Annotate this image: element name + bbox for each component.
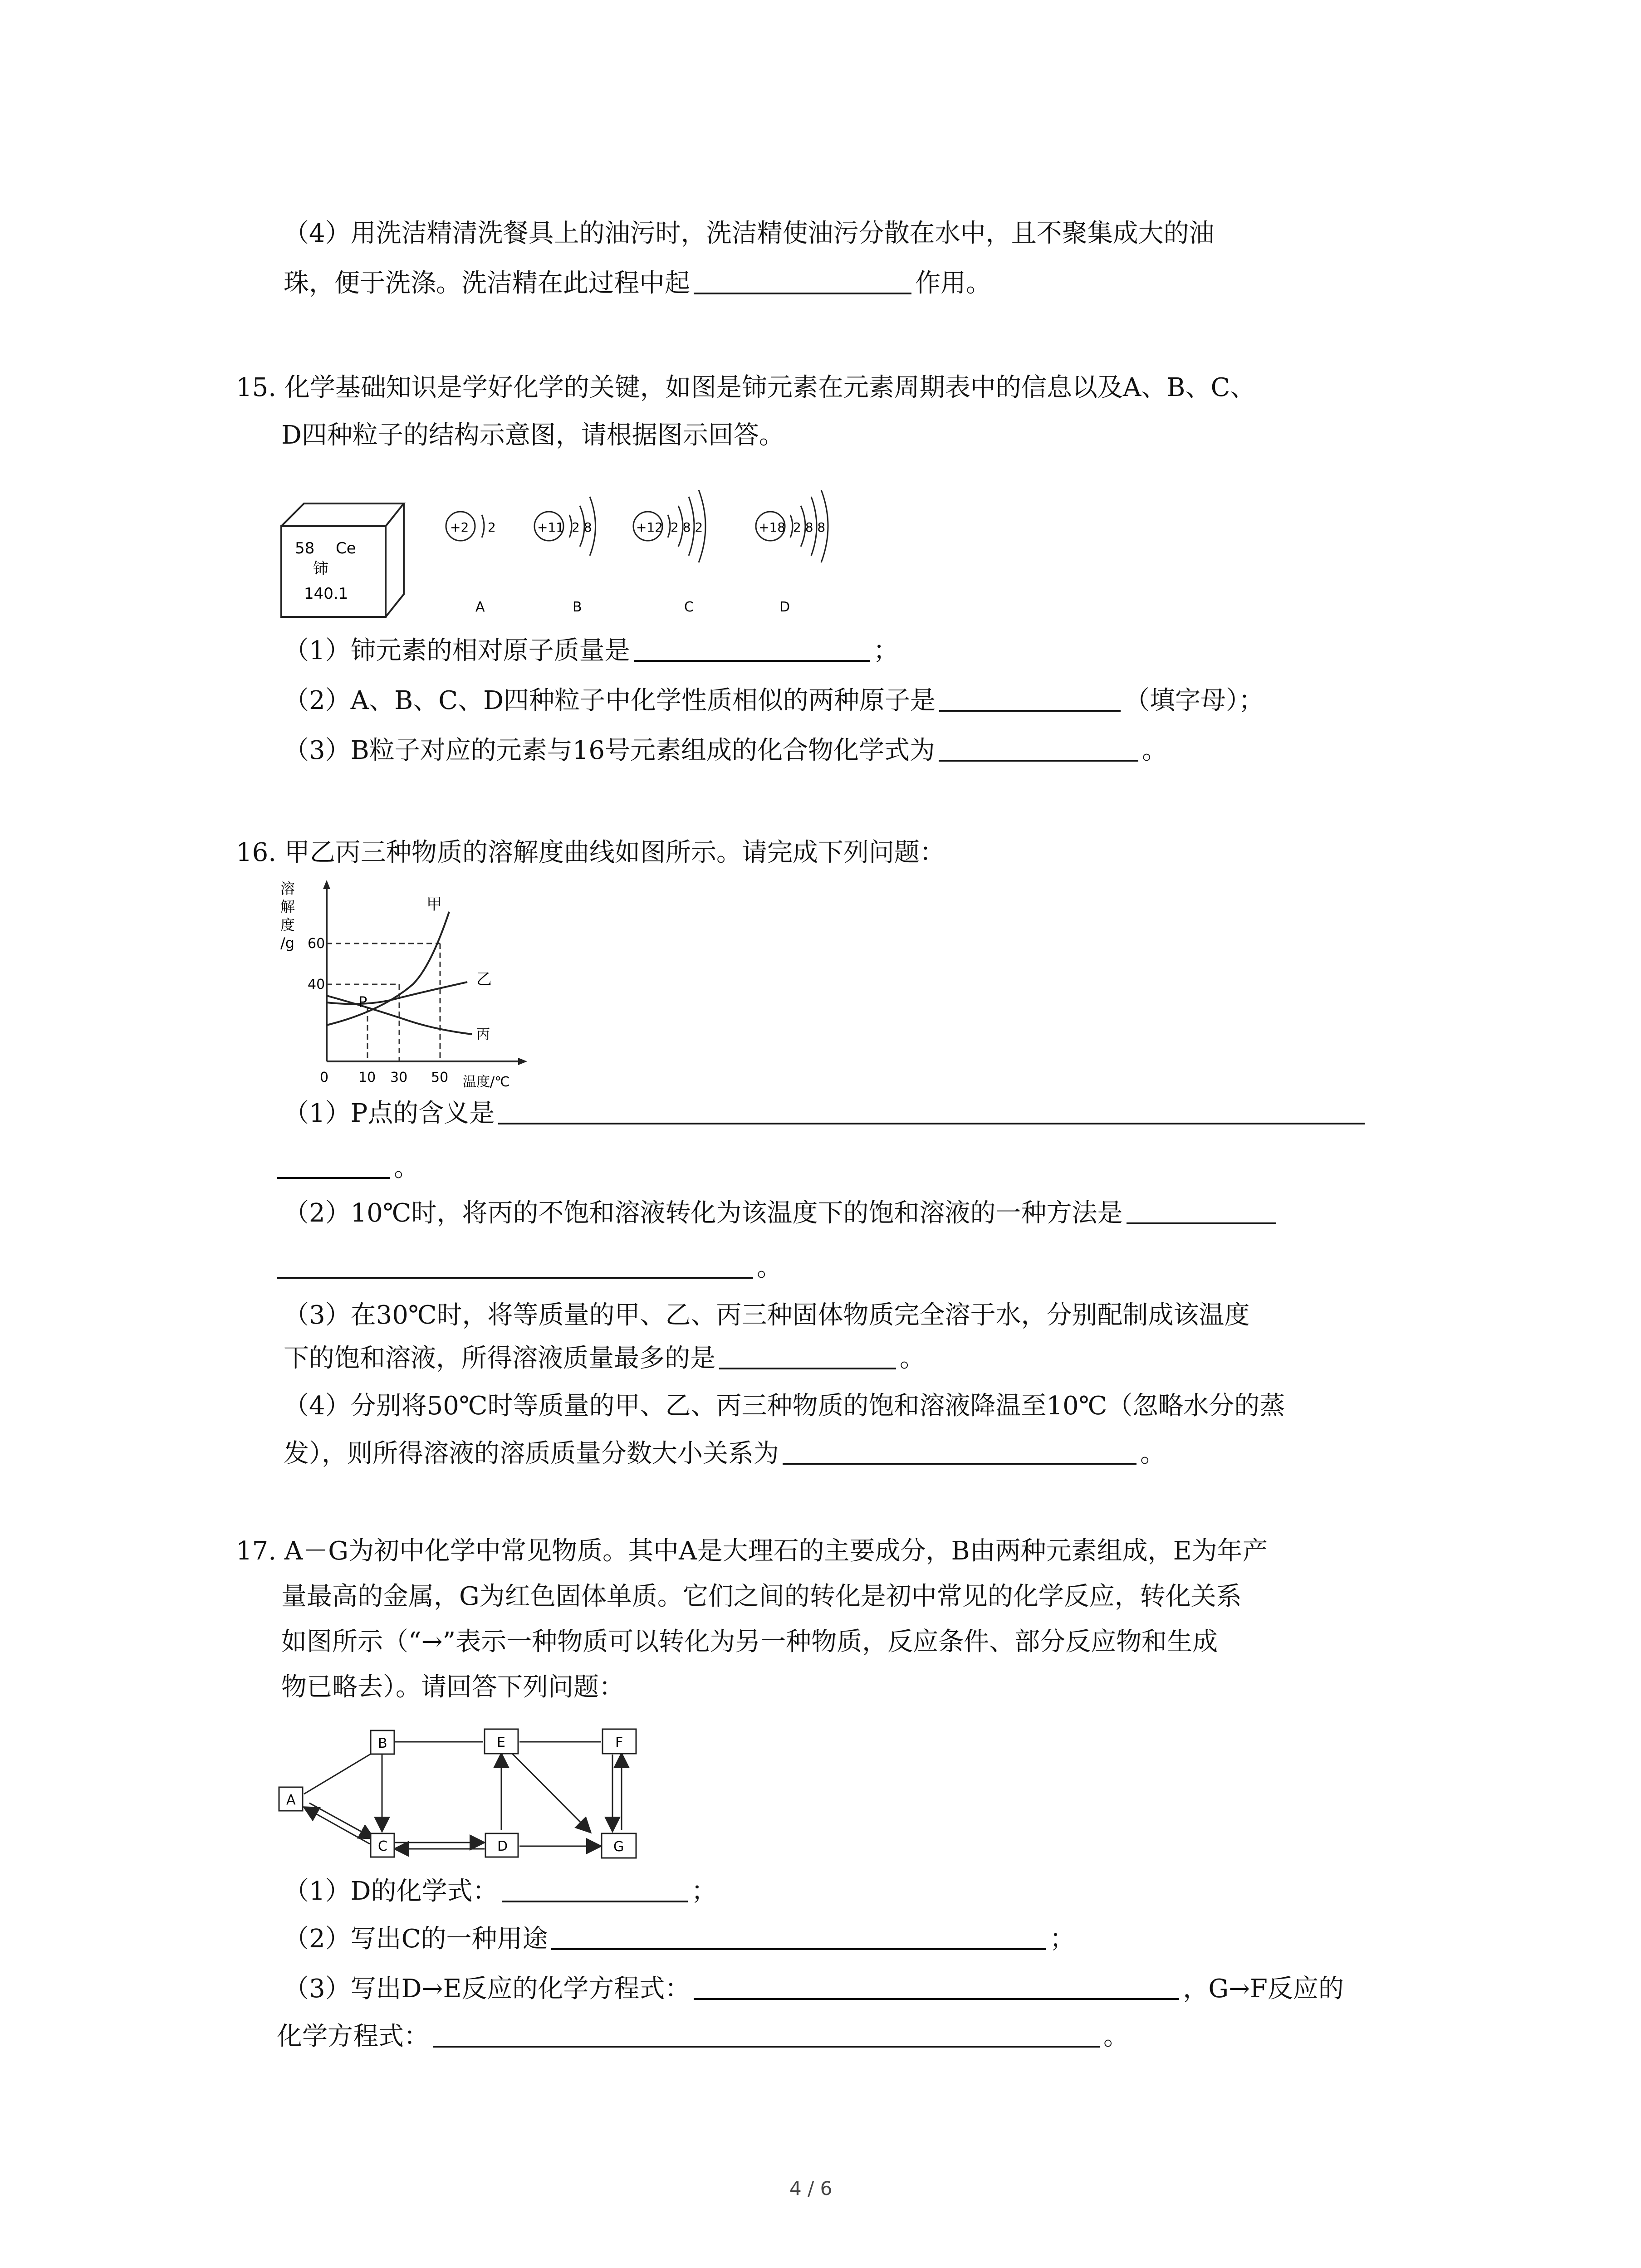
q17-line3: 如图所示（“→”表示一种物质可以转化为另一种物质，反应条件、部分反应物和生成 xyxy=(281,1627,1218,1657)
ytick-60: 60 xyxy=(308,936,325,952)
q15-figure xyxy=(277,490,867,626)
series-jia: 甲 xyxy=(426,895,442,914)
q16-sub1 xyxy=(284,1095,1368,1132)
svg-text:A: A xyxy=(475,599,485,615)
answer-blank[interactable] xyxy=(694,1976,1179,2000)
q17-line4: 物已略去）。请回答下列问题： xyxy=(281,1672,624,1702)
q17-sub3-text: （3）写出D→E反应的化学方程式： xyxy=(284,1974,691,2004)
q16-sub3-end: 。 xyxy=(900,1344,925,1373)
q17-sub1 xyxy=(284,1873,717,1910)
q15-line2: D四种粒子的结构示意图，请根据图示回答。 xyxy=(281,420,784,450)
answer-blank[interactable] xyxy=(719,1346,896,1369)
q16-sub4-line2 xyxy=(284,1436,1166,1472)
svg-text:C: C xyxy=(378,1838,387,1854)
q14-4-text-end: 作用。 xyxy=(915,269,991,298)
q17-sub1-text: （1）D的化学式： xyxy=(284,1877,498,1906)
solubility-chart xyxy=(277,875,535,1093)
particle-b xyxy=(534,497,596,615)
node-a xyxy=(279,1787,303,1811)
q17-sub2-end: ； xyxy=(1049,1924,1075,1954)
q15-sub2 xyxy=(284,683,1264,719)
q17-sub3-cont xyxy=(277,2019,1129,2055)
element-number: 58 xyxy=(295,539,315,557)
q15-sub2-end: （填字母）； xyxy=(1124,686,1264,715)
q14-4-text: 珠，便于洗涤。洗洁精在此过程中起 xyxy=(284,269,690,298)
chart-xlabel: 温度/℃ xyxy=(463,1074,510,1090)
answer-blank[interactable] xyxy=(694,271,911,294)
q15-sub1 xyxy=(284,633,899,669)
answer-blank[interactable] xyxy=(1127,1201,1276,1224)
q17-sub3-end: 。 xyxy=(1103,2022,1129,2051)
element-name: 铈 xyxy=(313,560,328,578)
q16-sub1-cont xyxy=(277,1150,419,1186)
q16-sub3-line2 xyxy=(284,1340,925,1377)
node-d xyxy=(485,1833,518,1857)
q16-sub4-end: 。 xyxy=(1140,1439,1166,1468)
q17-sub3-text2: 化学方程式： xyxy=(277,2022,429,2051)
answer-blank[interactable] xyxy=(502,1879,688,1902)
answer-blank[interactable] xyxy=(783,1441,1136,1465)
svg-text:+11: +11 xyxy=(537,520,564,535)
answer-blank[interactable] xyxy=(277,1155,390,1179)
point-p: P xyxy=(358,993,367,1011)
answer-blank[interactable] xyxy=(551,1926,1046,1950)
q16-sub2-end: 。 xyxy=(757,1253,782,1282)
node-c xyxy=(371,1833,394,1857)
svg-text:解: 解 xyxy=(280,898,295,915)
answer-blank[interactable] xyxy=(498,1101,1365,1124)
q17-diagram xyxy=(277,1715,640,1860)
q15-sub1-text: （1）铈元素的相对原子质量是 xyxy=(284,636,630,665)
svg-text:/g: /g xyxy=(280,934,295,952)
svg-text:2 8 8: 2 8 8 xyxy=(793,520,826,535)
node-e xyxy=(485,1729,518,1754)
answer-blank[interactable] xyxy=(939,688,1121,712)
svg-text:+12: +12 xyxy=(636,520,663,535)
svg-text:度: 度 xyxy=(280,916,295,934)
particle-c xyxy=(633,490,705,615)
chart-ylabel: 溶 xyxy=(280,880,295,897)
curve-jia xyxy=(327,912,449,1025)
ytick-40: 40 xyxy=(308,977,325,992)
q14-4-line2 xyxy=(284,265,991,302)
page-number: 4 / 6 xyxy=(789,2177,833,2200)
svg-text:2: 2 xyxy=(488,520,496,535)
svg-text:B: B xyxy=(573,599,582,615)
q17-sub3 xyxy=(284,1971,1344,2007)
svg-text:2 8: 2 8 xyxy=(572,520,592,535)
element-mass: 140.1 xyxy=(304,585,348,603)
particle-a xyxy=(446,512,496,615)
q16-sub2-cont xyxy=(277,1250,782,1286)
q15-line1: 15. 化学基础知识是学好化学的关键，如图是铈元素在元素周期表中的信息以及A、B、C、 xyxy=(236,373,1256,402)
series-yi: 乙 xyxy=(476,970,492,988)
q17-line2: 量最高的金属，G为红色固体单质。它们之间的转化是初中常见的化学反应，转化关系 xyxy=(281,1582,1242,1611)
svg-text:F: F xyxy=(615,1735,623,1750)
chart-origin: 0 xyxy=(320,1070,329,1085)
q17-sub2-text: （2）写出C的一种用途 xyxy=(284,1924,548,1954)
answer-blank[interactable] xyxy=(939,738,1138,762)
svg-text:+18: +18 xyxy=(759,520,786,535)
answer-blank[interactable] xyxy=(277,1255,753,1279)
q15-sub1-end: ； xyxy=(873,636,899,665)
xtick-50: 50 xyxy=(431,1070,449,1085)
svg-text:G: G xyxy=(613,1839,624,1855)
svg-text:2 8 2: 2 8 2 xyxy=(671,520,703,535)
q17-line1: 17. A－G为初中化学中常见物质。其中A是大理石的主要成分，B由两种元素组成，E为年产 xyxy=(236,1536,1268,1566)
q16-sub3-text: 下的饱和溶液，所得溶液质量最多的是 xyxy=(284,1344,715,1373)
element-symbol: Ce xyxy=(336,539,356,557)
q16-sub4-line1: （4）分别将50℃时等质量的甲、乙、丙三种物质的饱和溶液降温至10℃（忽略水分的蒸 xyxy=(284,1391,1285,1421)
svg-text:E: E xyxy=(497,1735,505,1750)
svg-text:D: D xyxy=(779,599,790,615)
xtick-30: 30 xyxy=(390,1070,408,1085)
xtick-10: 10 xyxy=(358,1070,376,1085)
svg-text:B: B xyxy=(378,1735,387,1751)
svg-text:A: A xyxy=(286,1792,296,1808)
q16-sub4-text: 发），则所得溶液的溶质质量分数大小关系为 xyxy=(284,1439,779,1468)
q15-sub3 xyxy=(284,733,1167,769)
q17-sub1-end: ； xyxy=(691,1877,717,1906)
node-b xyxy=(371,1730,394,1754)
node-g xyxy=(602,1833,636,1858)
q17-sub3-mid: ，G→F反应的 xyxy=(1183,1974,1344,2004)
curve-yi xyxy=(327,982,467,1004)
q16-sub2 xyxy=(284,1195,1280,1232)
svg-text:+2: +2 xyxy=(450,520,469,535)
q14-4-line1: （4）用洗洁精清洗餐具上的油污时，洗洁精使油污分散在水中，且不聚集成大的油 xyxy=(284,219,1215,248)
q17-sub2 xyxy=(284,1921,1075,1957)
svg-text:C: C xyxy=(684,599,694,615)
q16-sub2-text: （2）10℃时，将丙的不饱和溶液转化为该温度下的饱和溶液的一种方法是 xyxy=(284,1198,1123,1228)
q16-sub1-end: 。 xyxy=(394,1153,419,1183)
node-f xyxy=(603,1729,636,1754)
q15-sub3-end: 。 xyxy=(1142,736,1168,765)
svg-text:D: D xyxy=(497,1838,508,1854)
answer-blank[interactable] xyxy=(634,638,870,662)
q15-sub3-text: （3）B粒子对应的元素与16号元素组成的化合物化学式为 xyxy=(284,736,936,765)
q16-sub3-line1: （3）在30℃时，将等质量的甲、乙、丙三种固体物质完全溶于水，分别配制成该温度 xyxy=(284,1300,1250,1330)
q16-line1: 16. 甲乙丙三种物质的溶解度曲线如图所示。请完成下列问题： xyxy=(236,838,945,867)
series-bing: 丙 xyxy=(476,1026,490,1042)
answer-blank[interactable] xyxy=(433,2024,1100,2048)
particle-d xyxy=(756,490,828,615)
q15-sub2-text: （2）A、B、C、D四种粒子中化学性质相似的两种原子是 xyxy=(284,686,936,715)
q16-sub1-text: （1）P点的含义是 xyxy=(284,1099,495,1128)
